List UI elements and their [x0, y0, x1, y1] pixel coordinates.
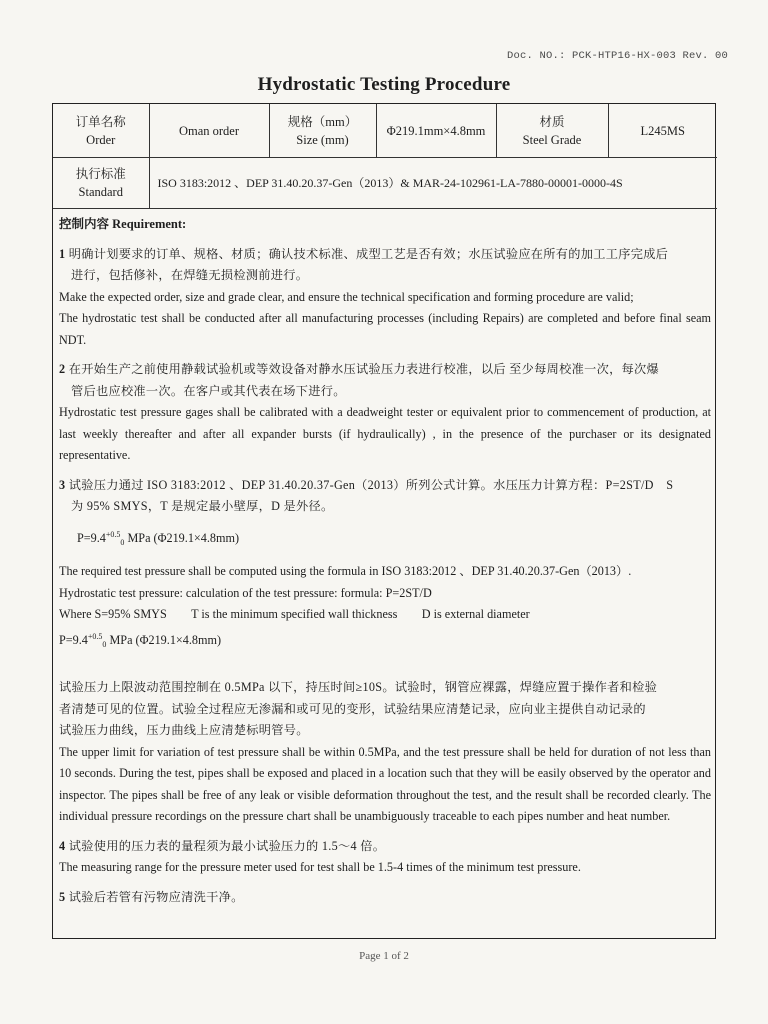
requirement-item-2: [59, 359, 711, 467]
item-4-cn: [59, 836, 711, 858]
size-label-en: Size (mm): [296, 132, 349, 147]
document-number: Doc. NO.: PCK-HTP16-HX-003 Rev. 00: [506, 50, 728, 62]
item-number: 2: [59, 362, 66, 376]
material-label-en: Steel Grade: [522, 132, 582, 147]
item-3-en-1: The required test pressure shall be computed using the formula in ISO 3183:2012 、DEP 31.40.20.37-Gen（2013）.: [59, 564, 632, 578]
formula-upper-tolerance: +0.5: [87, 631, 103, 641]
item-3-en-3: Where S=95% SMYS T is the minimum specified wall thickness D is external diameter: [59, 607, 530, 621]
test-pressure-formula-en: [59, 626, 711, 656]
pressure-limit-cn-3: 试验压力曲线，压力曲线上应清楚标明管号。: [59, 723, 309, 737]
header-table: [53, 104, 717, 209]
order-label-cn: 订单名称: [75, 114, 126, 129]
pressure-limit-en: The upper limit for variation of test pressure shall be within 0.5MPa, and the test pressure shall be held for duration of not less than 10 seconds. During the test, pipes shall be exposed and placed in a location such that they will be easily observed by the operator and inspector. The pipes shall be free of any leak or visible deformation throughout the test, and the result shall be recorded clearly. The individual pressure recordings on the pressure chart shall be unambiguously traceable to each pipes number and heat number.: [59, 744, 711, 823]
pressure-limit-cn-2: 者清楚可见的位置。试验全过程应无渗漏和或可见的变形，试验结果应清楚记录，应向业主提供自动记录的: [59, 701, 646, 716]
requirement-item-1: [59, 244, 711, 352]
item-3-cn-cont: 为 95% SMYS，T 是规定最小壁厚，D 是外径。: [71, 499, 334, 513]
item-3-cn-text: 试验压力通过 ISO 3183:2012 、DEP 31.40.20.37-Gen（2013）所列公式计算。水压压力计算方程：P=2ST/D S: [68, 477, 674, 492]
item-1-cn-text: 明确计划要求的订单、规格、材质；确认技术标准、成型工艺是否有效；水压试验应在所有的加工工序完成后: [68, 246, 669, 261]
standard-label-cn: 执行标准: [75, 167, 126, 181]
standard-label-cell: [53, 158, 149, 209]
item-4-cn-text: 试验使用的压力表的量程须为最小试验压力的 1.5～4 倍。: [68, 838, 386, 853]
order-label-en: Order: [86, 132, 116, 147]
item-number: 3: [59, 477, 66, 492]
item-1-cn: [59, 244, 711, 266]
material-value: L245MS: [608, 104, 717, 158]
item-number: 1: [59, 246, 66, 261]
requirement-item-4: [59, 836, 711, 879]
item-5-cn-text: 试验后若管有污物应清洗干净。: [68, 889, 244, 904]
item-2-en-1: Hydrostatic test pressure gages shall be calibrated with a deadweight tester or equivalent prior to commencement of production, at last weekly thereafter and after all expander bursts (if hydraulically) , in the presence of the purchaser or its designated representative.: [59, 405, 711, 462]
size-label-cell: [269, 104, 376, 158]
formula-unit: MPa (Φ219.1×4.8mm): [124, 530, 240, 545]
header-row-standard: [53, 158, 717, 209]
material-label-cn: 材质: [539, 114, 565, 129]
formula-lower-tolerance: 0: [102, 639, 107, 649]
item-3-en-2: Hydrostatic test pressure: calculation of the test pressure: formula: P=2ST/D: [59, 585, 432, 600]
order-label-cell: [53, 104, 149, 158]
formula-main: P=9.4: [77, 530, 106, 545]
size-value: Φ219.1mm×4.8mm: [376, 104, 496, 158]
size-label-cn: 规格（mm）: [287, 114, 358, 129]
item-5-cn: [59, 887, 711, 909]
formula-unit: MPa (Φ219.1×4.8mm): [106, 632, 222, 647]
item-1-cn-cont: 进行，包括修补，在焊缝无损检测前进行。: [71, 268, 309, 282]
pressure-limit-cn-1: 试验压力上限波动范围控制在 0.5MPa 以下，持压时间≥10S。试验时，钢管应裸露，焊缝应置于操作者和检验: [59, 680, 658, 694]
page-title: Hydrostatic Testing Procedure: [257, 74, 511, 95]
standard-value: ISO 3183:2012 、DEP 31.40.20.37-Gen（2013）& MAR-24-102961-LA-7880-00001-0000-4S: [149, 158, 717, 209]
item-3-cn: [59, 475, 711, 497]
item-2-cn: [59, 359, 711, 381]
header-row-order: [53, 104, 717, 158]
item-4-en-1: The measuring range for the pressure meter used for test shall be 1.5-4 times of the minimum test pressure.: [59, 860, 581, 874]
item-number: 4: [59, 838, 66, 853]
formula-main: P=9.4: [59, 632, 88, 647]
requirement-heading: 控制内容 Requirement:: [59, 217, 187, 231]
document-frame: [52, 103, 716, 939]
requirement-item-5: [59, 887, 711, 909]
test-pressure-formula: [59, 524, 711, 554]
item-2-cn-cont: 管后也应校准一次。在客户或其代表在场下进行。: [71, 383, 346, 398]
page-number: Page 1 of 2: [359, 950, 409, 962]
standard-label-en: Standard: [78, 185, 123, 199]
item-1-en-1: Make the expected order, size and grade clear, and ensure the technical specification and forming procedure are valid;: [59, 289, 634, 304]
item-1-en-2: The hydrostatic test shall be conducted after all manufacturing processes (including Repairs) are completed and before final seam NDT.: [59, 311, 711, 347]
order-value: Oman order: [149, 104, 269, 158]
item-number: 5: [59, 889, 66, 904]
formula-upper-tolerance: +0.5: [105, 529, 121, 539]
requirements-body: [59, 214, 711, 908]
item-2-cn-text: 在开始生产之前使用静载试验机或等效设备对静水压试验压力表进行校准，以后 至少每周校准一次，每次爆: [68, 362, 660, 376]
formula-lower-tolerance: 0: [120, 537, 125, 547]
requirement-item-3: [59, 475, 711, 828]
material-label-cell: [496, 104, 608, 158]
